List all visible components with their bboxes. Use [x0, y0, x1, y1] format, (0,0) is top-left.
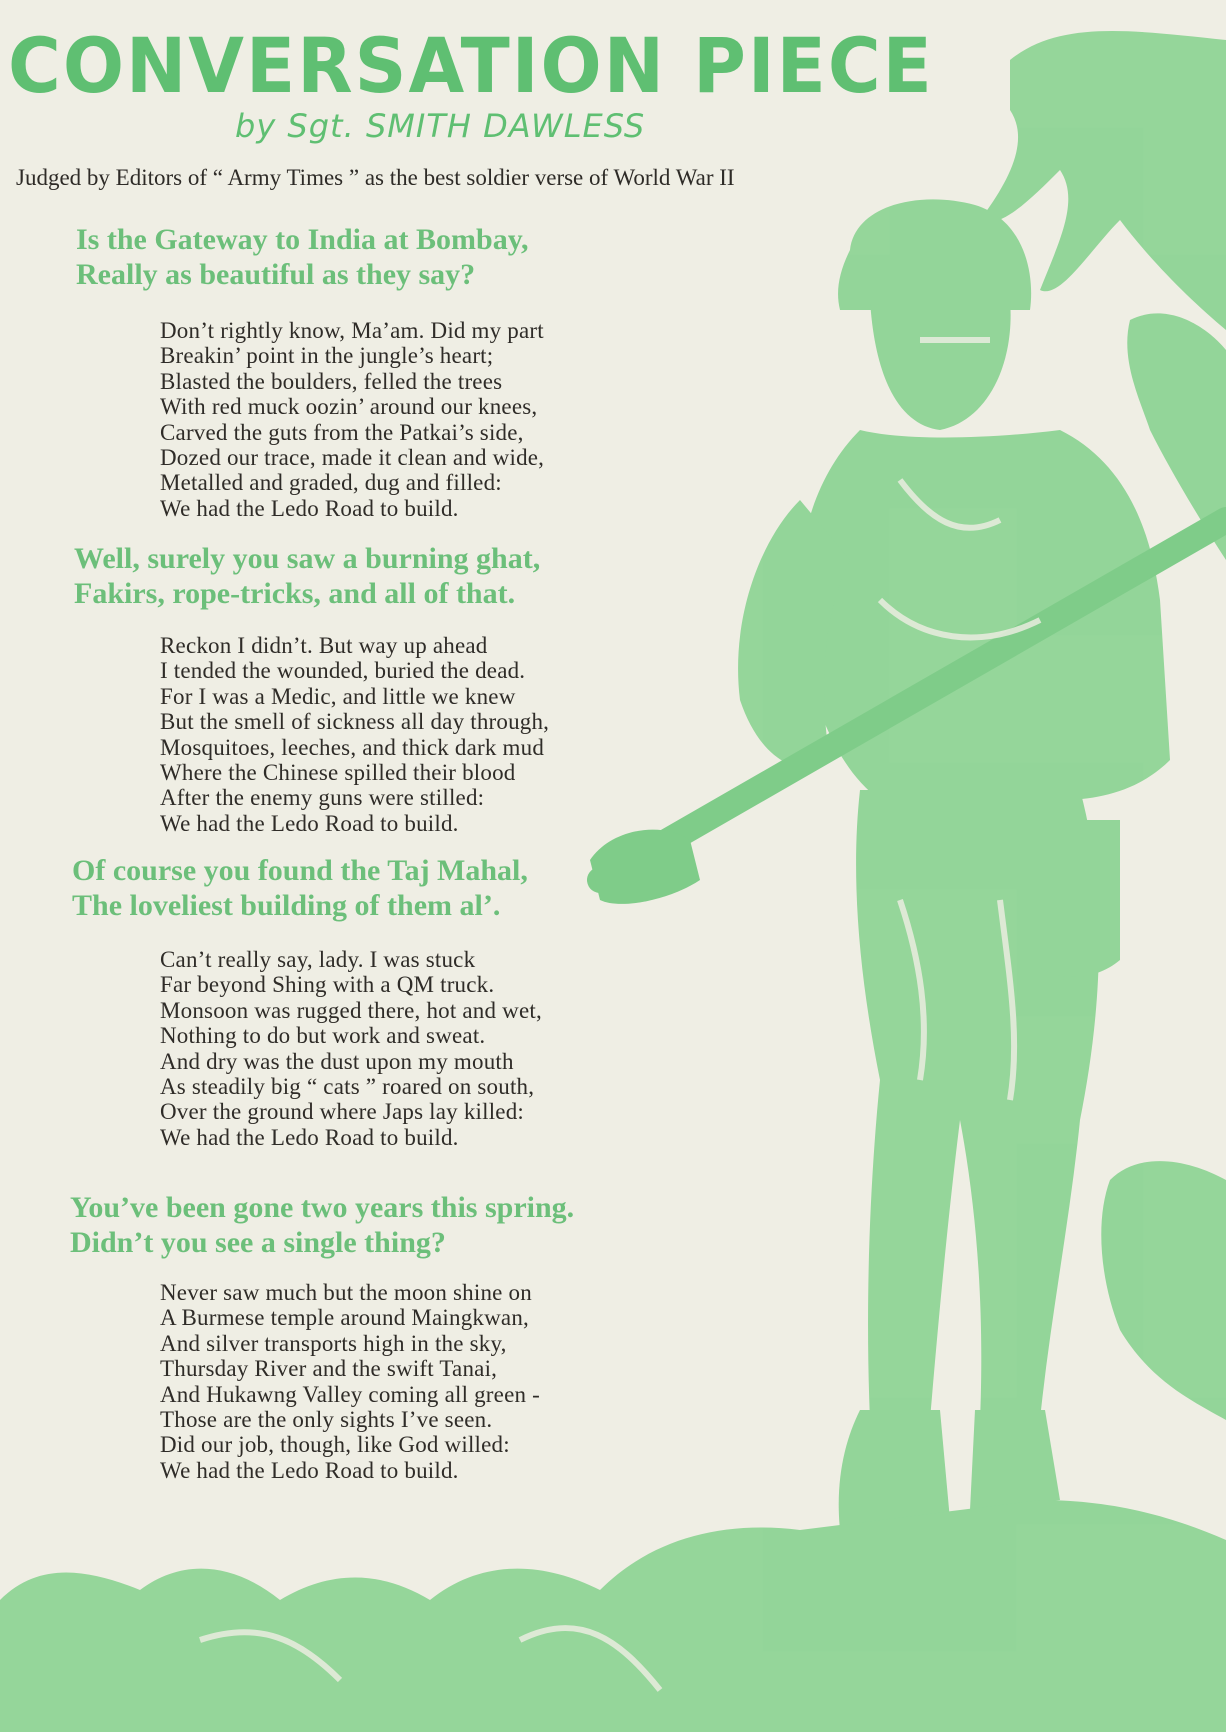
answer-line: Where the Chinese spilled their blood	[160, 760, 516, 786]
stanza-4-question	[70, 1190, 574, 1260]
author-byline: by Sgt. SMITH DAWLESS	[235, 107, 646, 145]
ground-foliage	[0, 1500, 1226, 1732]
answer-line: Never saw much but the moon shine on	[160, 1280, 532, 1305]
answer-line: We had the Ledo Road to build.	[160, 495, 459, 521]
answer-line: We had the Ledo Road to build.	[160, 1124, 459, 1150]
question-line: Of course you found the Taj Mahal,	[72, 854, 528, 887]
answer-line: Can’t really say, lady. I was stuck	[160, 947, 476, 972]
question-line: Fakirs, rope-tricks, and all of that.	[74, 577, 516, 610]
question-line: The loveliest building of them al’.	[72, 889, 501, 922]
answer-line: Far beyond Shing with a QM truck.	[160, 972, 495, 998]
answer-line: With red muck oozin’ around our knees,	[160, 394, 538, 420]
question-line: Well, surely you saw a burning ghat,	[74, 542, 541, 575]
answer-line: And Hukawng Valley coming all green -	[160, 1381, 540, 1407]
stanza-3-answer	[160, 947, 542, 1150]
answer-line: Mosquitoes, leeches, and thick dark mud	[160, 734, 545, 760]
answer-line: Carved the guts from the Patkai’s side,	[160, 419, 524, 445]
answer-line: I tended the wounded, buried the dead.	[160, 658, 526, 684]
answer-line: And silver transports high in the sky,	[160, 1330, 507, 1356]
question-line: Didn’t you see a single thing?	[70, 1226, 446, 1259]
answer-line: Those are the only sights I’ve seen.	[160, 1407, 493, 1433]
answer-line: And dry was the dust upon my mouth	[160, 1048, 514, 1074]
stanza-2-question	[74, 541, 540, 611]
answer-line: Nothing to do but work and sweat.	[160, 1023, 486, 1049]
left-boot	[839, 1410, 950, 1530]
stanza-1-answer	[160, 318, 544, 521]
subtitle: Judged by Editors of “ Army Times ” as the best soldier verse of World War II	[16, 165, 735, 190]
question-line: You’ve been gone two years this spring.	[70, 1191, 575, 1224]
stanza-3-question	[72, 853, 528, 923]
poem-title: CONVERSATION PIECE	[8, 21, 934, 110]
question-line: Really as beautiful as they say?	[76, 258, 476, 291]
answer-line: We had the Ledo Road to build.	[160, 1457, 459, 1483]
stanza-4-answer	[160, 1280, 540, 1483]
answer-line: A Burmese temple around Maingkwan,	[160, 1305, 529, 1331]
answer-line: Over the ground where Japs lay killed:	[160, 1099, 524, 1125]
answer-line: Breakin’ point in the jungle’s heart;	[160, 343, 494, 369]
canteen	[1030, 820, 1120, 977]
answer-line: Monsoon was rugged there, hot and wet,	[160, 997, 542, 1023]
answer-line: Blasted the boulders, felled the trees	[160, 368, 503, 394]
stanza-1-question	[76, 222, 529, 292]
answer-line: But the smell of sickness all day through,	[160, 709, 550, 735]
answer-line: Metalled and graded, dug and filled:	[160, 470, 502, 496]
stanza-2-answer	[160, 633, 549, 836]
answer-line: As steadily big “ cats ” roared on south,	[160, 1074, 535, 1100]
rifle-stock	[590, 830, 700, 904]
answer-line: For I was a Medic, and little we knew	[160, 683, 516, 709]
answer-line: Thursday River and the swift Tanai,	[160, 1356, 498, 1382]
right-boot	[970, 1410, 1060, 1510]
background-soldier	[1101, 1161, 1226, 1420]
answer-line: Did our job, though, like God willed:	[160, 1432, 510, 1458]
answer-line: Reckon I didn’t. But way up ahead	[160, 633, 488, 658]
head	[870, 300, 1011, 430]
answer-line: Dozed our trace, made it clean and wide,	[160, 445, 545, 471]
answer-line: After the enemy guns were stilled:	[160, 785, 485, 811]
answer-line: We had the Ledo Road to build.	[160, 810, 459, 836]
question-line: Is the Gateway to India at Bombay,	[76, 223, 529, 256]
answer-line: Don’t rightly know, Ma’am. Did my part	[160, 318, 544, 343]
